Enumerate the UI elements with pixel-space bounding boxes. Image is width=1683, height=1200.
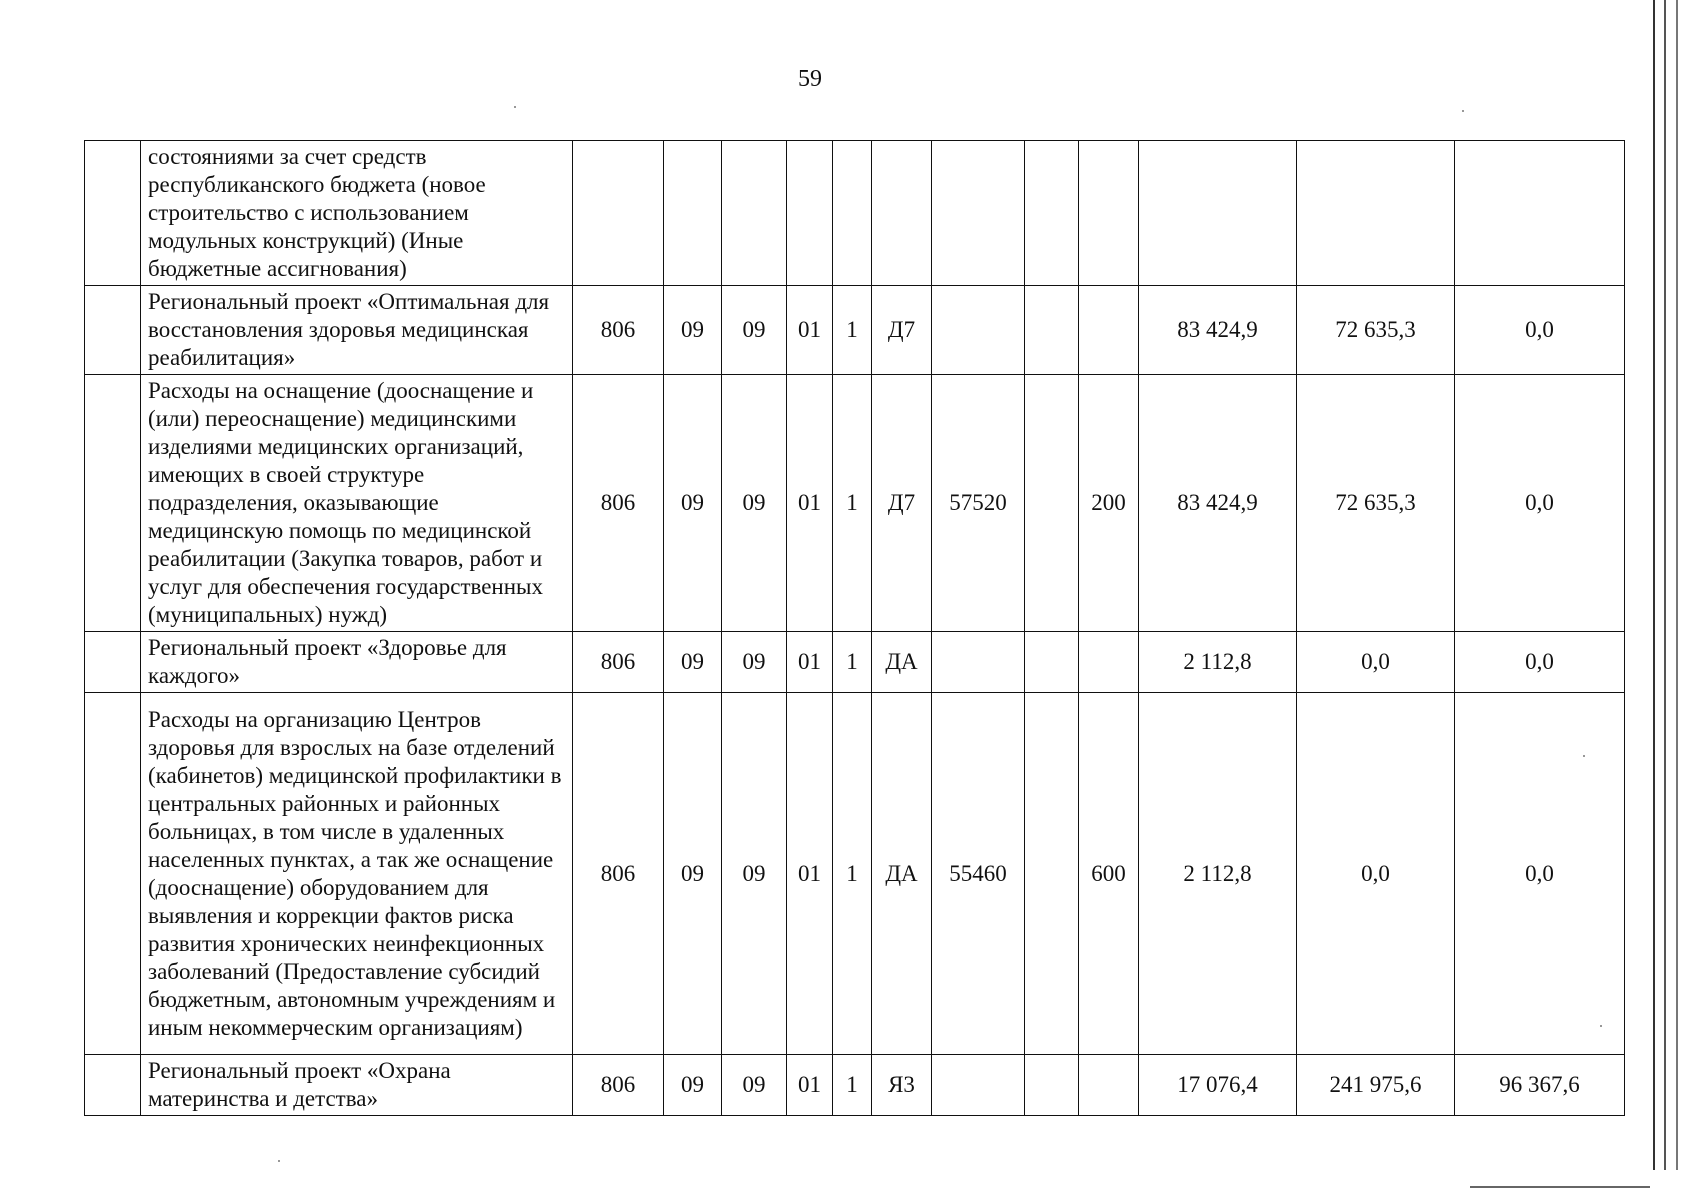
grbs-cell: 806 [573, 286, 664, 375]
amount-year-1-cell: 83 424,9 [1139, 375, 1297, 632]
budget-table [84, 140, 1625, 1116]
amount-year-1-cell [1139, 141, 1297, 286]
row-number-cell [85, 286, 141, 375]
subsection-cell: 09 [722, 375, 787, 632]
scan-edge-line [1664, 0, 1666, 1170]
direction-cell: 55460 [932, 693, 1025, 1055]
subprogram-cell: 1 [833, 1055, 872, 1116]
extra-code-cell [1025, 286, 1079, 375]
expense-type-cell: 200 [1079, 375, 1139, 632]
subsection-cell: 09 [722, 1055, 787, 1116]
amount-year-1-cell: 2 112,8 [1139, 693, 1297, 1055]
amount-year-1-cell: 83 424,9 [1139, 286, 1297, 375]
section-cell [664, 141, 722, 286]
amount-year-3-cell: 96 367,6 [1455, 1055, 1625, 1116]
extra-code-cell [1025, 693, 1079, 1055]
direction-cell [932, 1055, 1025, 1116]
subprogram-cell [833, 141, 872, 286]
amount-year-1-cell: 2 112,8 [1139, 632, 1297, 693]
subsection-cell: 09 [722, 693, 787, 1055]
row-number-cell [85, 141, 141, 286]
table-row [85, 1055, 1625, 1116]
table-row [85, 632, 1625, 693]
table-row [85, 693, 1625, 1055]
subsection-cell: 09 [722, 286, 787, 375]
project-cell: Д7 [872, 286, 932, 375]
amount-year-2-cell [1297, 141, 1455, 286]
program-cell: 01 [787, 632, 833, 693]
grbs-cell: 806 [573, 1055, 664, 1116]
expense-name-cell: состояниями за счет средств республиканского бюджета (новое строительство с использованием модульных конструкций) (Иные бюджетные ассигнования) [141, 141, 573, 286]
scan-speck [1583, 755, 1585, 757]
expense-type-cell [1079, 286, 1139, 375]
section-cell: 09 [664, 375, 722, 632]
amount-year-2-cell: 0,0 [1297, 693, 1455, 1055]
scan-speck [1462, 110, 1464, 112]
page-number: 59 [798, 66, 822, 92]
direction-cell [932, 141, 1025, 286]
program-cell: 01 [787, 1055, 833, 1116]
program-cell [787, 141, 833, 286]
table-row [85, 141, 1625, 286]
expense-type-cell: 600 [1079, 693, 1139, 1055]
row-number-cell [85, 632, 141, 693]
amount-year-3-cell: 0,0 [1455, 632, 1625, 693]
subprogram-cell: 1 [833, 632, 872, 693]
amount-year-1-cell: 17 076,4 [1139, 1055, 1297, 1116]
expense-name-cell: Расходы на оснащение (дооснащение и (или) переоснащение) медицинскими изделиями медицинских организаций, имеющих в своей структуре подразделения, оказывающие медицинскую помощь по медицинской реабилитации (Закупка товаров, работ и услуг для обеспечения государственных (муниципальных) нужд) [141, 375, 573, 632]
table-row [85, 375, 1625, 632]
subprogram-cell: 1 [833, 375, 872, 632]
project-cell [872, 141, 932, 286]
section-cell: 09 [664, 632, 722, 693]
grbs-cell: 806 [573, 693, 664, 1055]
scan-edge-line [1470, 1186, 1650, 1188]
scan-speck [514, 106, 516, 108]
scan-speck [278, 1160, 280, 1162]
subsection-cell: 09 [722, 632, 787, 693]
table-row [85, 286, 1625, 375]
expense-name-cell: Региональный проект «Охрана материнства и детства» [141, 1055, 573, 1116]
project-cell: ДА [872, 632, 932, 693]
amount-year-2-cell: 72 635,3 [1297, 375, 1455, 632]
amount-year-3-cell [1455, 141, 1625, 286]
program-cell: 01 [787, 693, 833, 1055]
expense-type-cell [1079, 632, 1139, 693]
amount-year-3-cell: 0,0 [1455, 286, 1625, 375]
expense-name-cell: Расходы на организацию Центров здоровья для взрослых на базе отделений (кабинетов) медицинской профилактики в центральных районных и районных больницах, в том числе в удаленных населенных пунктах, а так же оснащение (дооснащение) оборудованием для выявления и коррекции фактов риска развития хронических неинфекционных заболеваний (Предоставление субсидий бюджетным, автономным учреждениям и иным некоммерческим организациям) [141, 693, 573, 1055]
subprogram-cell: 1 [833, 693, 872, 1055]
grbs-cell: 806 [573, 632, 664, 693]
scan-edge-line [1653, 0, 1655, 1170]
direction-cell [932, 632, 1025, 693]
project-cell: Я3 [872, 1055, 932, 1116]
section-cell: 09 [664, 1055, 722, 1116]
scan-speck [1600, 1025, 1602, 1027]
extra-code-cell [1025, 632, 1079, 693]
program-cell: 01 [787, 375, 833, 632]
grbs-cell [573, 141, 664, 286]
amount-year-2-cell: 0,0 [1297, 632, 1455, 693]
direction-cell: 57520 [932, 375, 1025, 632]
expense-name-cell: Региональный проект «Здоровье для каждого» [141, 632, 573, 693]
extra-code-cell [1025, 375, 1079, 632]
project-cell: ДА [872, 693, 932, 1055]
expense-type-cell [1079, 141, 1139, 286]
amount-year-3-cell: 0,0 [1455, 375, 1625, 632]
extra-code-cell [1025, 1055, 1079, 1116]
amount-year-2-cell: 72 635,3 [1297, 286, 1455, 375]
row-number-cell [85, 693, 141, 1055]
section-cell: 09 [664, 693, 722, 1055]
program-cell: 01 [787, 286, 833, 375]
subsection-cell [722, 141, 787, 286]
project-cell: Д7 [872, 375, 932, 632]
amount-year-2-cell: 241 975,6 [1297, 1055, 1455, 1116]
expense-name-cell: Региональный проект «Оптимальная для восстановления здоровья медицинская реабилитация» [141, 286, 573, 375]
direction-cell [932, 286, 1025, 375]
extra-code-cell [1025, 141, 1079, 286]
subprogram-cell: 1 [833, 286, 872, 375]
row-number-cell [85, 375, 141, 632]
scan-edge-line [1676, 0, 1678, 1170]
row-number-cell [85, 1055, 141, 1116]
section-cell: 09 [664, 286, 722, 375]
expense-type-cell [1079, 1055, 1139, 1116]
grbs-cell: 806 [573, 375, 664, 632]
amount-year-3-cell: 0,0 [1455, 693, 1625, 1055]
